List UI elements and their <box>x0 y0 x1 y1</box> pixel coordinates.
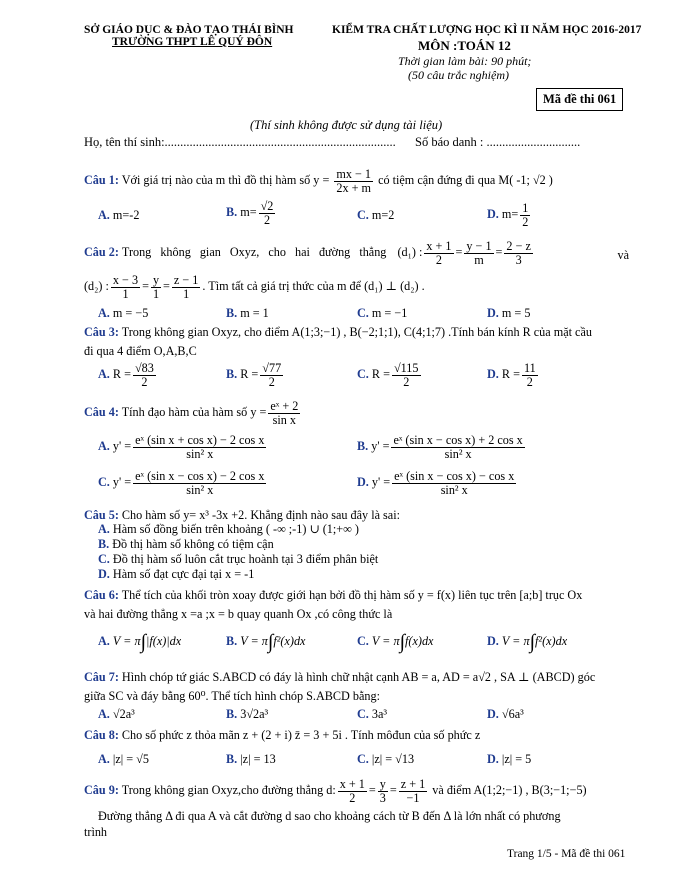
q7-option-a[interactable]: A. √2a³ <box>98 707 135 721</box>
integral-icon: ∫ <box>399 631 406 653</box>
q2-option-a[interactable]: A. m = −5 <box>98 306 149 320</box>
question-text-tail: có tiệm cận đứng đi qua M( -1; √2 ) <box>378 173 553 188</box>
q6-option-c[interactable]: C. V = π∫f(x)dx <box>357 631 434 653</box>
question-text: Với giá trị nào của m thì đồ thị hàm số y = <box>121 173 330 188</box>
q2-option-d[interactable]: D. m = 5 <box>487 306 531 320</box>
q8-option-c[interactable]: C. |z| = √13 <box>357 752 415 766</box>
question-2-line2: (d₂) : $\frac{x - 3}{1}$ = $\frac{y}{1}$ = $\frac{z - 1}{1}$ . Tìm tất cả giá trị thức của m để (d₁) ⊥ (d₂) . <box>84 273 425 301</box>
question-9-line2: Đường thẳng Δ đi qua A và cắt đường d sao cho khoảng cách từ B đến Δ là lớn nhất có phương <box>98 809 561 823</box>
question-text: Trong không gian Oxyz, cho hai đường thẳng <box>121 245 387 260</box>
q1-option-c[interactable]: C. m=2 <box>357 208 395 222</box>
q7-option-c[interactable]: C. 3a³ <box>357 707 388 721</box>
question-8: Câu 8: Cho số phức z thỏa mãn z + (2 + i) z̄ = 3 + 5i . Tính môđun của số phức z <box>84 728 481 742</box>
question-3-line2: đi qua 4 điểm O,A,B,C <box>84 344 197 358</box>
q3-option-c[interactable]: C. R = $\frac{√115}{2}$ <box>357 361 419 389</box>
candidate-number-line: Số báo danh : .............................. <box>415 135 581 149</box>
question-6-line2: và hai đường thẳng x =a ;x = b quay quanh Ox ,có công thức là <box>84 607 393 621</box>
question-2: Câu 2: Trong không gian Oxyz, cho hai đường thẳng (d₁) : $\frac{x + 1}{2}$ = $\frac{y - 1}{m}$ = $\frac{2 - z}{3}$ và <box>84 239 629 267</box>
q1-option-d[interactable]: D. m= $\frac{1}{2}$ <box>487 201 529 229</box>
q2-option-c[interactable]: C. m = −1 <box>357 306 408 320</box>
q1-option-b[interactable]: B. m= $\frac{√2}{2}$ <box>226 199 274 227</box>
question-9-line3: trình <box>84 825 108 839</box>
department-name: SỞ GIÁO DỤC & ĐÀO TẠO THÁI BÌNH <box>84 24 294 36</box>
time-limit: Thời gian làm bài: 90 phút; <box>398 54 532 68</box>
q5-option-a[interactable]: A. Hàm số đồng biến trên khoảng ( -∞ ;-1) ∪ (1;+∞ ) <box>98 522 359 536</box>
question-count: (50 câu trắc nghiệm) <box>408 68 509 82</box>
q5-option-c[interactable]: C. Đồ thị hàm số luôn cắt trục hoành tại 3 điểm phân biệt <box>98 552 379 566</box>
q5-option-b[interactable]: B. Đồ thị hàm số không có tiệm cận <box>98 537 274 551</box>
question-6: Câu 6: Thể tích của khối tròn xoay được giới hạn bởi đồ thị hàm số y = f(x) liên tục trên [a;b] trục Ox <box>84 588 583 602</box>
q7-option-b[interactable]: B. 3√2a³ <box>226 707 269 721</box>
q8-option-d[interactable]: D. |z| = 5 <box>487 752 532 766</box>
q4-option-d[interactable]: D. y' = $\frac{\text{eˣ (sin x − cos x) − cos x}}{\text{sin² x}}$ <box>357 469 515 497</box>
school-name: TRƯỜNG THPT LÊ QUÝ ĐÔN <box>112 36 273 48</box>
q3-option-a[interactable]: A. R = $\frac{√83}{2}$ <box>98 361 154 389</box>
q1-option-a[interactable]: A. m=-2 <box>98 208 140 222</box>
question-5: Câu 5: Cho hàm số y= x³ -3x +2. Khẳng định nào sau đây là sai: <box>84 508 400 522</box>
q6-option-a[interactable]: A. V = π∫|f(x)|dx <box>98 631 182 653</box>
question-4: Câu 4: Tính đạo hàm của hàm số y = $\frac{\text{eˣ + 2}}{\text{sin x}}$ <box>84 399 299 427</box>
q3-option-b[interactable]: B. R = $\frac{√77}{2}$ <box>226 361 282 389</box>
q4-option-b[interactable]: B. y' = $\frac{\text{eˣ (sin x − cos x) + 2 cos x}}{\text{sin² x}}$ <box>357 433 523 461</box>
q5-option-d[interactable]: D. Hàm số đạt cực đại tại x = -1 <box>98 567 255 581</box>
integral-icon: ∫ <box>140 631 147 653</box>
integral-icon: ∫ <box>267 631 274 653</box>
subject-title: MÔN :TOÁN 12 <box>418 38 511 53</box>
q4-option-c[interactable]: C. y' = $\frac{\text{eˣ (sin x − cos x) − 2 cos x}}{\text{sin² x}}$ <box>98 469 265 497</box>
question-9: Câu 9: Trong không gian Oxyz,cho đường thẳng d: $\frac{x + 1}{2}$ = $\frac{y}{3}$ = $\frac{z + 1}{-1}$ và điểm A(1;2;−1) , B(3;−1;−5) <box>84 777 587 805</box>
candidate-name-line: Họ, tên thí sinh:.......................................................................... <box>84 135 396 149</box>
q8-option-a[interactable]: A. |z| = √5 <box>98 752 149 766</box>
question-3: Câu 3: Trong không gian Oxyz, cho điểm A(1;3;−1) , B(−2;1;1), C(4;1;7) .Tính bán kính R của mặt cầu <box>84 325 592 339</box>
fraction: $\frac{mx - 1}{2x + m}$ <box>336 167 372 195</box>
q2-option-b[interactable]: B. m = 1 <box>226 306 269 320</box>
q6-option-b[interactable]: B. V = π∫f²(x)dx <box>226 631 306 653</box>
exam-note: (Thí sinh không được sử dụng tài liệu) <box>250 118 443 132</box>
page-footer: Trang 1/5 - Mã đề thi 061 <box>507 848 626 860</box>
integral-icon: ∫ <box>529 631 536 653</box>
exam-title: KIỂM TRA CHẤT LƯỢNG HỌC KÌ II NĂM HỌC 2016-2017 <box>332 24 642 36</box>
q7-option-d[interactable]: D. √6a³ <box>487 707 524 721</box>
q6-option-d[interactable]: D. V = π∫f²(x)dx <box>487 631 568 653</box>
exam-code-box: Mã đề thi 061 <box>536 88 623 111</box>
q3-option-d[interactable]: D. R = $\frac{11}{2}$ <box>487 361 536 389</box>
question-7: Câu 7: Hình chóp tứ giác S.ABCD có đáy là hình chữ nhật cạnh AB = a, AD = a√2 , SA ⊥ (ABCD) góc <box>84 670 596 684</box>
q8-option-b[interactable]: B. |z| = 13 <box>226 752 276 766</box>
question-label: Câu 1: <box>84 173 119 188</box>
question-7-line2: giữa SC và đáy bằng 60⁰. Thể tích hình chóp S.ABCD bằng: <box>84 689 380 703</box>
question-label: Câu 2: <box>84 245 119 260</box>
question-1 <box>84 168 553 195</box>
q4-option-a[interactable]: A. y' = $\frac{\text{eˣ (sin x + cos x) − 2 cos x}}{\text{sin² x}}$ <box>98 433 265 461</box>
